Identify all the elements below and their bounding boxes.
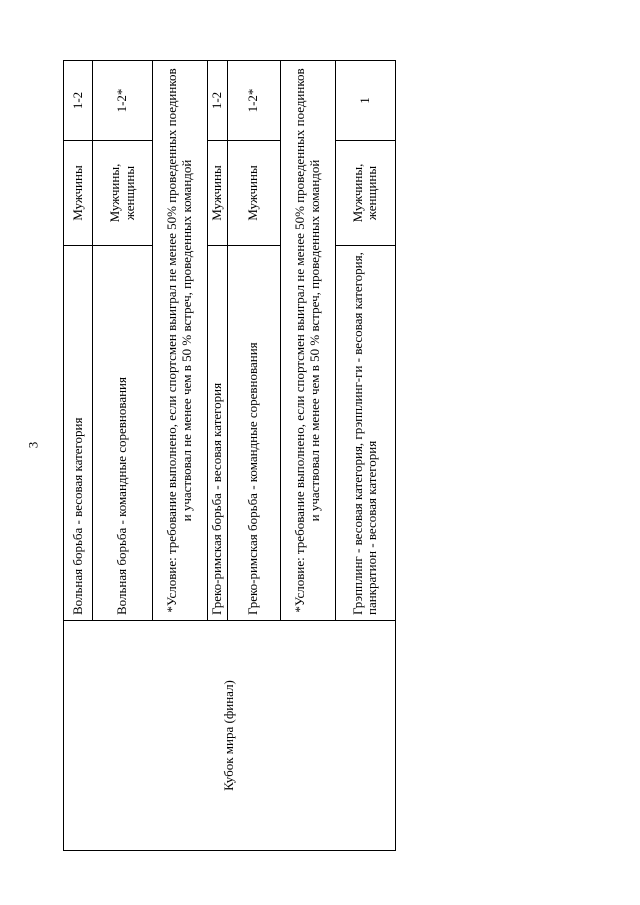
table-row [64,61,93,851]
rotated-table-container [63,61,380,851]
discipline-cell: Греко-римская борьба - командные соревнования [227,246,280,621]
condition-note: *Условие: требование выполнено, если спортсмен выиграл не менее 50% проведенных поединков и участвовал не менее чем в 50 % встреч, проведенных командой [280,61,335,621]
gender-cell: Мужчины [208,141,228,246]
event-name-cell: Кубок мира (финал) [64,621,396,851]
place-cell: 1-2* [227,61,280,141]
discipline-cell: Грэпплинг - весовая категория, грэпплинг-ги - весовая категория, панкратион - весовая категория [335,246,395,621]
gender-cell: Мужчины, женщины [335,141,395,246]
gender-cell: Мужчины, женщины [93,141,153,246]
place-cell: 1-2 [208,61,228,141]
discipline-cell: Вольная борьба - весовая категория [64,246,93,621]
gender-cell: Мужчины [227,141,280,246]
page-number: 3 [25,441,41,449]
competition-table [63,60,396,851]
place-cell: 1-2 [64,61,93,141]
discipline-cell: Греко-римская борьба - весовая категория [208,246,228,621]
discipline-cell: Вольная борьба - командные соревнования [93,246,153,621]
place-cell: 1 [335,61,395,141]
gender-cell: Мужчины [64,141,93,246]
place-cell: 1-2* [93,61,153,141]
condition-note: *Условие: требование выполнено, если спортсмен выиграл не менее 50% проведенных поединков и участвовал не менее чем в 50 % встреч, проведенных командой [153,61,208,621]
